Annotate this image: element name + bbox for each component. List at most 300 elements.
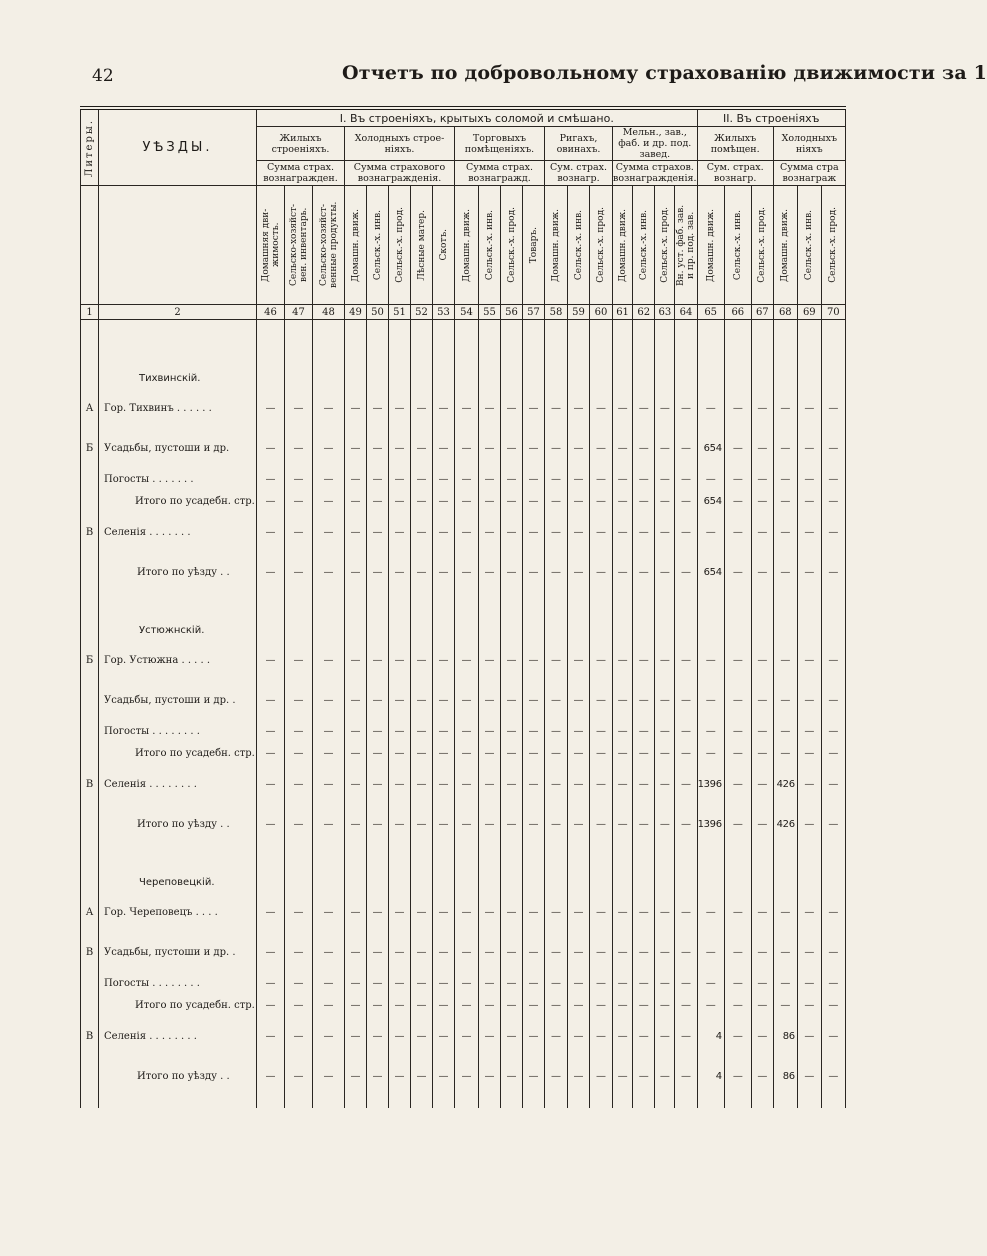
- empty-cell: [724, 844, 751, 892]
- empty-cell: [751, 844, 773, 892]
- dash-cell: [590, 680, 613, 720]
- value-cell: 86: [773, 1016, 797, 1056]
- empty-cell: [724, 320, 751, 341]
- dash-cell: [675, 640, 697, 680]
- empty-cell: [389, 592, 411, 640]
- dash-cell: [523, 994, 545, 1016]
- dash-cell: [655, 972, 675, 994]
- dash-cell: [568, 932, 590, 972]
- row-name: Погосты . . . . . . .: [99, 468, 257, 490]
- dash-cell: [433, 428, 455, 468]
- empty-cell: [367, 320, 389, 341]
- dash-cell: [751, 972, 773, 994]
- dash-cell: [675, 468, 697, 490]
- dash-cell: [724, 388, 751, 428]
- empty-cell: [411, 844, 433, 892]
- dash-cell: [257, 552, 285, 592]
- empty-cell: [433, 592, 455, 640]
- empty-cell: [697, 320, 724, 341]
- dash-cell: [675, 892, 697, 932]
- dash-cell: [389, 490, 411, 512]
- empty-cell: [257, 592, 285, 640]
- dash-cell: [433, 720, 455, 742]
- dash-cell: [821, 640, 845, 680]
- dash-cell: [655, 1056, 675, 1096]
- column-label-70: Сельск.-х. прод.: [828, 207, 839, 283]
- dash-cell: [633, 764, 655, 804]
- dash-cell: [367, 512, 389, 552]
- dash-cell: [675, 512, 697, 552]
- empty-cell: [345, 320, 367, 341]
- dash-cell: [773, 892, 797, 932]
- dash-cell: [751, 1016, 773, 1056]
- dash-cell: [345, 490, 367, 512]
- dash-cell: [568, 490, 590, 512]
- table-row: [81, 388, 846, 428]
- row-name: Погосты . . . . . . . .: [99, 972, 257, 994]
- dash-cell: [455, 932, 479, 972]
- column-number-46: 46: [257, 305, 285, 320]
- dash-cell: [257, 720, 285, 742]
- row-liter: Б: [81, 428, 99, 468]
- dash-cell: [613, 640, 633, 680]
- dash-cell: [590, 388, 613, 428]
- dash-cell: [751, 892, 773, 932]
- dash-cell: [568, 994, 590, 1016]
- row-liter: [81, 1056, 99, 1096]
- dash-cell: [455, 804, 479, 844]
- dash-cell: [545, 972, 568, 994]
- table-row: [81, 764, 846, 804]
- dash-cell: [411, 764, 433, 804]
- dash-cell: [479, 972, 501, 994]
- dash-cell: [590, 972, 613, 994]
- dash-cell: [613, 994, 633, 1016]
- dash-cell: [367, 640, 389, 680]
- dash-cell: [797, 932, 821, 972]
- row-name: Усадьбы, пустоши и др.: [99, 428, 257, 468]
- dash-cell: [433, 742, 455, 764]
- dash-cell: [590, 428, 613, 468]
- dash-cell: [655, 764, 675, 804]
- table-row: [81, 804, 846, 844]
- dash-cell: [821, 804, 845, 844]
- dash-cell: [313, 892, 345, 932]
- dash-cell: [590, 932, 613, 972]
- dash-cell: [568, 388, 590, 428]
- group-torgovye-sum-header: Сумма страх. вознагражд.: [455, 161, 545, 186]
- empty-cell: [411, 320, 433, 341]
- dash-cell: [433, 490, 455, 512]
- group-kholodnye-2-header: Холодныхъ ніяхъ: [773, 127, 845, 161]
- dash-cell: [751, 552, 773, 592]
- dash-cell: [285, 994, 313, 1016]
- column-number-50: 50: [367, 305, 389, 320]
- dash-cell: [523, 388, 545, 428]
- group-zhilye-2-header: Жилыхъ помѣщен.: [697, 127, 773, 161]
- dash-cell: [257, 804, 285, 844]
- table-row: [81, 972, 846, 994]
- dash-cell: [545, 720, 568, 742]
- empty-cell: [367, 340, 389, 388]
- dash-cell: [751, 994, 773, 1016]
- group-zhilye-sum-header: Сумма страх. вознагражден.: [257, 161, 345, 186]
- dash-cell: [455, 892, 479, 932]
- dash-cell: [655, 512, 675, 552]
- column-header-52: [411, 186, 433, 305]
- dash-cell: [675, 972, 697, 994]
- column-number-69: 69: [797, 305, 821, 320]
- dash-cell: [501, 1016, 523, 1056]
- empty-cell: [81, 592, 99, 640]
- dash-cell: [655, 468, 675, 490]
- dash-cell: [590, 804, 613, 844]
- table-row: [81, 428, 846, 468]
- dash-cell: [697, 680, 724, 720]
- dash-cell: [501, 1056, 523, 1096]
- dash-cell: [257, 468, 285, 490]
- empty-cell: [501, 1096, 523, 1108]
- dash-cell: [345, 932, 367, 972]
- dash-cell: [675, 994, 697, 1016]
- dash-cell: [501, 742, 523, 764]
- group-melnitsy-sum-header: Сумма страхов. вознагражденія.: [613, 162, 697, 184]
- dash-cell: [797, 552, 821, 592]
- dash-cell: [455, 490, 479, 512]
- empty-cell: [655, 340, 675, 388]
- dash-cell: [797, 680, 821, 720]
- dash-cell: [545, 468, 568, 490]
- dash-cell: [501, 972, 523, 994]
- empty-cell: [433, 340, 455, 388]
- empty-cell: [455, 340, 479, 388]
- empty-cell: [675, 320, 697, 341]
- dash-cell: [724, 428, 751, 468]
- column-label-62: Сельск.-х. инв.: [638, 209, 649, 281]
- dash-cell: [633, 892, 655, 932]
- dash-cell: [367, 720, 389, 742]
- dash-cell: [389, 1016, 411, 1056]
- dash-cell: [724, 994, 751, 1016]
- empty-cell: [697, 340, 724, 388]
- dash-cell: [821, 720, 845, 742]
- dash-cell: [751, 388, 773, 428]
- table-row: [81, 994, 846, 1016]
- column-number-56: 56: [501, 305, 523, 320]
- empty-cell: [751, 340, 773, 388]
- dash-cell: [501, 490, 523, 512]
- empty-cell: [479, 1096, 501, 1108]
- dash-cell: [568, 742, 590, 764]
- dash-cell: [313, 468, 345, 490]
- column-label-52: Лѣсные матер.: [416, 209, 427, 281]
- dash-cell: [455, 552, 479, 592]
- column-header-48: [313, 186, 345, 305]
- row-name: Погосты . . . . . . . .: [99, 720, 257, 742]
- dash-cell: [655, 742, 675, 764]
- dash-cell: [545, 680, 568, 720]
- dash-cell: [411, 804, 433, 844]
- dash-cell: [797, 490, 821, 512]
- dash-cell: [590, 640, 613, 680]
- dash-cell: [313, 512, 345, 552]
- dash-cell: [389, 512, 411, 552]
- dash-cell: [724, 764, 751, 804]
- empty-cell: [655, 592, 675, 640]
- group-melnitsy-header: Мельн., зав., фаб. и др. под. завед.: [613, 127, 698, 161]
- row-name: Итого по уѣзду . .: [99, 552, 257, 592]
- column-header-49: [345, 186, 367, 305]
- empty-cell: [501, 844, 523, 892]
- empty-cell: [751, 320, 773, 341]
- empty-cell: [81, 320, 99, 341]
- dash-cell: [523, 428, 545, 468]
- dash-cell: [479, 680, 501, 720]
- dash-cell: [697, 994, 724, 1016]
- empty-cell: [675, 340, 697, 388]
- empty-cell: [389, 340, 411, 388]
- column-header-51: [389, 186, 411, 305]
- column-label-51: Сельск.-х. прод.: [394, 207, 405, 283]
- column-label-57: Товаръ.: [528, 226, 539, 264]
- dash-cell: [433, 972, 455, 994]
- empty-cell: [655, 1096, 675, 1108]
- dash-cell: [257, 490, 285, 512]
- dash-cell: [345, 1056, 367, 1096]
- group-zhilye-header: Жилыхъ строеніяхъ.: [257, 127, 345, 161]
- dash-cell: [367, 388, 389, 428]
- column-label-67: Сельск.-х. прод.: [757, 207, 768, 283]
- dash-cell: [613, 804, 633, 844]
- dash-cell: [751, 512, 773, 552]
- column-label-47: Сельско-хозяйст-вен. инвентарь.: [288, 203, 309, 287]
- district-heading-row: [81, 592, 846, 640]
- column-number-70: 70: [821, 305, 845, 320]
- dash-cell: [633, 972, 655, 994]
- dash-cell: [613, 512, 633, 552]
- dash-cell: [724, 640, 751, 680]
- table-row: [81, 1016, 846, 1056]
- value-cell: 426: [773, 804, 797, 844]
- dash-cell: [697, 972, 724, 994]
- dash-cell: [367, 1056, 389, 1096]
- dash-cell: [633, 994, 655, 1016]
- dash-cell: [724, 972, 751, 994]
- empty-cell: [821, 844, 845, 892]
- empty-cell: [773, 844, 797, 892]
- dash-cell: [613, 1016, 633, 1056]
- dash-cell: [821, 764, 845, 804]
- column-header-66: [724, 186, 751, 305]
- dash-cell: [479, 720, 501, 742]
- empty-cell: [367, 592, 389, 640]
- dash-cell: [411, 428, 433, 468]
- row-liter: Б: [81, 640, 99, 680]
- empty-cell: [545, 1096, 568, 1108]
- dash-cell: [751, 428, 773, 468]
- dash-cell: [545, 552, 568, 592]
- row-liter: [81, 720, 99, 742]
- dash-cell: [675, 764, 697, 804]
- empty-cell: [613, 844, 633, 892]
- empty-cell: [257, 844, 285, 892]
- statistics-table: [80, 106, 846, 1108]
- dash-cell: [367, 972, 389, 994]
- empty-cell: [568, 844, 590, 892]
- dash-cell: [345, 552, 367, 592]
- dash-cell: [367, 892, 389, 932]
- empty-cell: [773, 340, 797, 388]
- dash-cell: [501, 994, 523, 1016]
- dash-cell: [501, 640, 523, 680]
- dash-cell: [724, 490, 751, 512]
- empty-cell: [590, 1096, 613, 1108]
- dash-cell: [479, 552, 501, 592]
- dash-cell: [773, 720, 797, 742]
- dash-cell: [479, 468, 501, 490]
- value-cell: 1396: [697, 764, 724, 804]
- empty-cell: [411, 1096, 433, 1108]
- dash-cell: [433, 804, 455, 844]
- dash-cell: [655, 804, 675, 844]
- column-label-55: Сельск.-х. инв.: [484, 209, 495, 281]
- dash-cell: [797, 468, 821, 490]
- top-spacer-row: [81, 320, 846, 341]
- dash-cell: [655, 490, 675, 512]
- dash-cell: [313, 932, 345, 972]
- value-cell: 654: [697, 552, 724, 592]
- empty-cell: [389, 1096, 411, 1108]
- row-name: Итого по уѣзду . .: [99, 1056, 257, 1096]
- section-header-straw-roofs: I. Въ строеніяхъ, крытыхъ соломой и смѣшано.: [257, 108, 698, 127]
- dash-cell: [633, 1056, 655, 1096]
- dash-cell: [797, 1016, 821, 1056]
- column-number-58: 58: [545, 305, 568, 320]
- dash-cell: [433, 1056, 455, 1096]
- column-number-67: 67: [751, 305, 773, 320]
- column-header-58: [545, 186, 568, 305]
- dash-cell: [568, 552, 590, 592]
- dash-cell: [568, 512, 590, 552]
- empty-cell: [523, 1096, 545, 1108]
- dash-cell: [455, 388, 479, 428]
- dash-cell: [285, 490, 313, 512]
- dash-cell: [675, 932, 697, 972]
- dash-cell: [633, 804, 655, 844]
- empty-cell: [367, 1096, 389, 1108]
- dash-cell: [545, 1016, 568, 1056]
- group-kholodnye-2-sum-header: Сумма стра вознаграж: [773, 161, 845, 186]
- empty-cell: [675, 844, 697, 892]
- dash-cell: [285, 468, 313, 490]
- dash-cell: [590, 1056, 613, 1096]
- dash-cell: [367, 932, 389, 972]
- column-header-67: [751, 186, 773, 305]
- dash-cell: [367, 1016, 389, 1056]
- empty-cell: [285, 340, 313, 388]
- empty-cell: [367, 844, 389, 892]
- dash-cell: [433, 680, 455, 720]
- dash-cell: [545, 388, 568, 428]
- row-name: Селенія . . . . . . . .: [99, 764, 257, 804]
- value-cell: 86: [773, 1056, 797, 1096]
- row-liter: А: [81, 892, 99, 932]
- empty-cell: [821, 1096, 845, 1108]
- dash-cell: [523, 468, 545, 490]
- empty-cell: [633, 320, 655, 341]
- row-liter: [81, 972, 99, 994]
- row-liter: [81, 490, 99, 512]
- row-name: Итого по усадебн. стр.: [99, 490, 257, 512]
- empty-cell: [613, 320, 633, 341]
- empty-cell: [285, 1096, 313, 1108]
- column-number-47: 47: [285, 305, 313, 320]
- dash-cell: [257, 1016, 285, 1056]
- empty-cell: [568, 592, 590, 640]
- dash-cell: [633, 552, 655, 592]
- dash-cell: [479, 804, 501, 844]
- dash-cell: [411, 468, 433, 490]
- row-liter: [81, 804, 99, 844]
- column-number-65: 65: [697, 305, 724, 320]
- dash-cell: [613, 490, 633, 512]
- dash-cell: [285, 932, 313, 972]
- dash-cell: [411, 972, 433, 994]
- dash-cell: [501, 680, 523, 720]
- dash-cell: [821, 388, 845, 428]
- empty-cell: [697, 1096, 724, 1108]
- dash-cell: [433, 468, 455, 490]
- column-header-59: [568, 186, 590, 305]
- dash-cell: [285, 720, 313, 742]
- liter-column-header: [81, 108, 99, 186]
- dash-cell: [568, 1056, 590, 1096]
- dash-cell: [821, 932, 845, 972]
- dash-cell: [724, 552, 751, 592]
- dash-cell: [773, 512, 797, 552]
- dash-cell: [313, 490, 345, 512]
- group-kholodnye-sum-header: Сумма страхового вознагражденія.: [345, 161, 455, 186]
- dash-cell: [724, 892, 751, 932]
- dash-cell: [411, 512, 433, 552]
- dash-cell: [633, 680, 655, 720]
- empty-cell: [675, 592, 697, 640]
- column-header-69: [797, 186, 821, 305]
- dash-cell: [257, 742, 285, 764]
- dash-cell: [797, 428, 821, 468]
- row-name: Усадьбы, пустоши и др. .: [99, 680, 257, 720]
- dash-cell: [545, 764, 568, 804]
- dash-cell: [389, 764, 411, 804]
- dash-cell: [751, 468, 773, 490]
- dash-cell: [751, 680, 773, 720]
- column-header-57: [523, 186, 545, 305]
- table-row: [81, 490, 846, 512]
- empty-cell: [655, 320, 675, 341]
- running-title: Отчетъ по добровольному страхованію движимости за 1: [342, 62, 987, 84]
- column-header-70: [821, 186, 845, 305]
- dash-cell: [751, 640, 773, 680]
- dash-cell: [697, 720, 724, 742]
- dash-cell: [313, 680, 345, 720]
- dash-cell: [433, 1016, 455, 1056]
- column-header-68: [773, 186, 797, 305]
- table-row: [81, 932, 846, 972]
- dash-cell: [773, 742, 797, 764]
- dash-cell: [773, 994, 797, 1016]
- empty-cell: [257, 340, 285, 388]
- column-header-62: [633, 186, 655, 305]
